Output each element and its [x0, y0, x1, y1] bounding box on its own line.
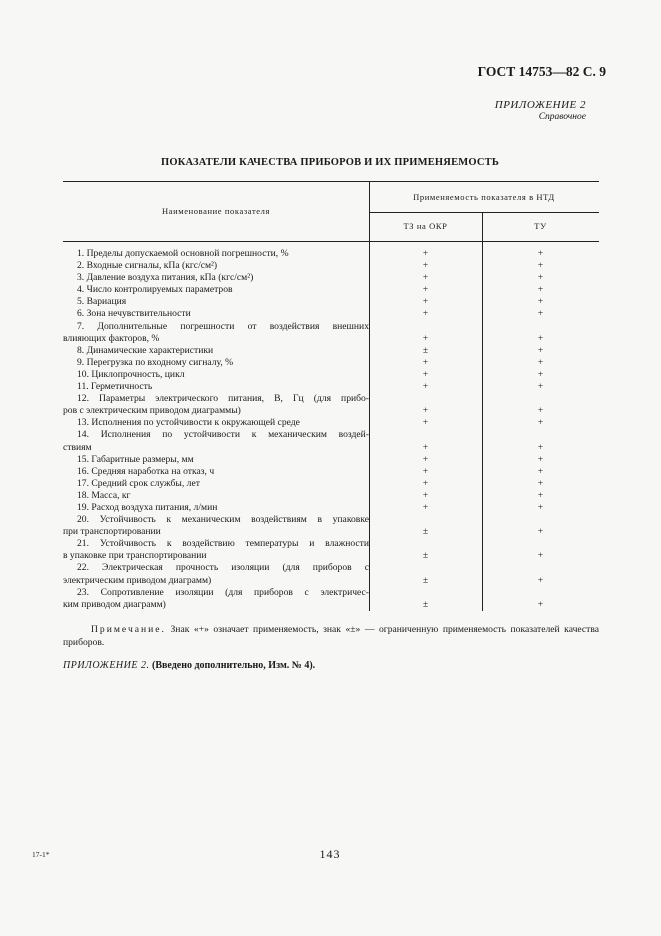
indicator-name-line: ствиям — [63, 441, 92, 453]
table-row — [63, 538, 599, 562]
indicator-name — [63, 369, 369, 381]
applicability-tz: + — [422, 489, 429, 501]
applicability-tu: + — [537, 356, 544, 368]
table-row — [63, 466, 599, 478]
indicator-name — [63, 587, 369, 611]
indicator-name-line: 20. Устойчивость к механическим воздействиям в упаковке — [77, 514, 369, 526]
applicability-tz: + — [422, 296, 429, 308]
applicability-tz: + — [422, 248, 429, 259]
applicability-tu: + — [537, 574, 544, 586]
indicator-name-line: ров с электрическим приводом диаграммы) — [63, 405, 241, 417]
indicator-name-line: 10. Циклопрочность, цикл — [77, 368, 185, 380]
indicator-name — [63, 381, 369, 393]
applicability-tu: + — [537, 550, 544, 562]
indicator-name — [63, 248, 369, 260]
indicator-name-line: 4. Число контролируемых параметров — [77, 284, 233, 296]
indicator-name-line: 11. Герметичность — [77, 381, 153, 393]
applicability-tu: + — [537, 526, 544, 538]
applicability-tz: ± — [422, 526, 429, 538]
applicability-tz: + — [422, 453, 429, 465]
applicability-tu: + — [537, 598, 544, 610]
indicator-name — [63, 272, 369, 284]
indicator-name-line: влияющих факторов, % — [63, 332, 160, 344]
amendment-label: ПРИЛОЖЕНИЕ 2. — [63, 660, 150, 671]
table-row — [63, 429, 599, 453]
indicator-name — [63, 538, 369, 562]
column-header-name: Наименование показателя — [161, 206, 270, 216]
indicator-name-line: 6. Зона нечувствительности — [77, 308, 191, 320]
table-row — [63, 369, 599, 381]
applicability-tu: + — [537, 465, 544, 477]
applicability-tz: ± — [422, 598, 429, 610]
page-number: 143 — [319, 847, 341, 861]
applicability-tz: + — [422, 381, 429, 393]
amendment-text: (Введено дополнительно, Изм. № 4). — [152, 660, 316, 671]
indicator-name-line: ким приводом диаграмм) — [63, 598, 166, 610]
indicator-name — [63, 417, 369, 429]
applicability-tz: + — [422, 284, 429, 296]
table-row — [63, 587, 599, 611]
table-row — [63, 562, 599, 586]
applicability-tu: + — [537, 368, 544, 380]
indicator-name-line: 23. Сопротивление изоляции (для приборов с электричес- — [77, 586, 369, 598]
appendix-type: Справочное — [538, 112, 586, 122]
applicability-tu: + — [537, 272, 544, 284]
table-row — [63, 296, 599, 308]
applicability-tu: + — [537, 308, 544, 320]
indicator-name — [63, 478, 369, 490]
indicator-name — [63, 514, 369, 538]
quality-indicators-table — [63, 181, 599, 611]
table-row — [63, 502, 599, 514]
indicator-name — [63, 296, 369, 308]
table-row — [63, 321, 599, 345]
document-code: ГОСТ 14753—82 С. 9 — [477, 64, 606, 79]
applicability-tu: + — [537, 248, 544, 259]
table-row — [63, 272, 599, 284]
indicator-name-line: в упаковке при транспортировании — [63, 550, 207, 562]
applicability-tu: + — [537, 441, 544, 453]
applicability-tz: + — [422, 368, 429, 380]
table-row — [63, 260, 599, 272]
applicability-tz: + — [422, 332, 429, 344]
indicator-name — [63, 321, 369, 345]
indicator-name-line: 9. Перегрузка по входному сигналу, % — [77, 356, 234, 368]
applicability-tz: + — [422, 417, 429, 429]
indicator-name-line: 16. Средняя наработка на отказ, ч — [77, 465, 215, 477]
indicator-name-line: 22. Электрическая прочность изоляции (для приборов с — [77, 562, 369, 574]
indicator-name-line: 17. Средний срок службы, лет — [77, 477, 200, 489]
table-row — [63, 308, 599, 320]
column-header-tu: ТУ — [534, 221, 547, 231]
indicator-name — [63, 562, 369, 586]
table-note — [63, 623, 599, 649]
applicability-tz: + — [422, 308, 429, 320]
indicator-name — [63, 466, 369, 478]
applicability-tu: + — [537, 332, 544, 344]
applicability-tz: + — [422, 272, 429, 284]
applicability-tz: + — [422, 465, 429, 477]
applicability-tu: + — [537, 501, 544, 513]
applicability-tu: + — [537, 344, 544, 356]
applicability-tu: + — [537, 381, 544, 393]
table-top-rule — [63, 181, 599, 182]
indicator-name-line: электрическим приводом диаграмм) — [63, 574, 212, 586]
header-bottom-rule — [63, 241, 599, 242]
indicator-name — [63, 490, 369, 502]
applicability-tz: + — [422, 356, 429, 368]
indicator-name-line: 8. Динамические характеристики — [77, 344, 214, 356]
applicability-tu: + — [537, 405, 544, 417]
indicator-name-line: 3. Давление воздуха питания, кПа (кгс/см²) — [77, 272, 254, 284]
note-text: Знак «+» означает применяемость, знак «±» — ограниченную применяемость показателей качества приборов. — [63, 624, 600, 648]
appendix-label: ПРИЛОЖЕНИЕ 2 — [494, 99, 586, 111]
indicator-name-line: 14. Исполнения по устойчивости к механическим воздей- — [77, 429, 369, 441]
applicability-tu: + — [537, 489, 544, 501]
indicator-name — [63, 284, 369, 296]
indicator-name-line: 7. Дополнительные погрешности от воздействия внешних — [77, 320, 369, 332]
indicator-name-line: 1. Пределы допускаемой основной погрешности, % — [77, 248, 289, 259]
applicability-tz: + — [422, 405, 429, 417]
table-row — [63, 248, 599, 260]
indicator-name — [63, 393, 369, 417]
indicator-name-line: 2. Входные сигналы, кПа (кгс/см²) — [77, 260, 218, 272]
applicability-tu: + — [537, 284, 544, 296]
indicator-name-line: при транспортировании — [63, 526, 161, 538]
amendment-note — [63, 660, 315, 671]
table-body — [63, 248, 599, 611]
table-row — [63, 393, 599, 417]
indicator-name-line: 21. Устойчивость к воздействию температуры и влажности — [77, 538, 369, 550]
indicator-name-line: 12. Параметры электрического питания, В, Гц (для прибо- — [77, 393, 369, 405]
indicator-name-line: 19. Расход воздуха питания, л/мин — [77, 501, 218, 513]
indicator-name — [63, 260, 369, 272]
applicability-tz: + — [422, 441, 429, 453]
applicability-tu: + — [537, 477, 544, 489]
indicator-name — [63, 357, 369, 369]
indicator-name-line: 13. Исполнения по устойчивости к окружающей среде — [77, 417, 300, 429]
applicability-tu: + — [537, 260, 544, 272]
table-row — [63, 417, 599, 429]
table-row — [63, 381, 599, 393]
table-row — [63, 478, 599, 490]
indicator-name-line: 18. Масса, кг — [77, 489, 131, 501]
indicator-name — [63, 345, 369, 357]
column-group-header: Применяемость показателя в НТД — [413, 192, 555, 202]
indicator-name — [63, 308, 369, 320]
applicability-tz: ± — [422, 344, 429, 356]
applicability-tu: + — [537, 417, 544, 429]
table-row — [63, 514, 599, 538]
indicator-name — [63, 454, 369, 466]
applicability-tz: ± — [422, 574, 429, 586]
page-title: ПОКАЗАТЕЛИ КАЧЕСТВА ПРИБОРОВ И ИХ ПРИМЕНЯЕМОСТЬ — [160, 157, 500, 168]
column-header-tz: ТЗ на ОКР — [403, 221, 448, 231]
applicability-tz: + — [422, 501, 429, 513]
applicability-tz: + — [422, 477, 429, 489]
applicability-tz: ± — [422, 550, 429, 562]
table-row — [63, 345, 599, 357]
applicability-tu: + — [537, 296, 544, 308]
indicator-name — [63, 502, 369, 514]
indicator-name-line: 15. Габаритные размеры, мм — [77, 453, 194, 465]
table-row — [63, 284, 599, 296]
group-header-rule — [369, 212, 599, 213]
applicability-tz: + — [422, 260, 429, 272]
note-label: Примечание. — [91, 624, 166, 635]
table-row — [63, 490, 599, 502]
indicator-name — [63, 429, 369, 453]
table-row — [63, 357, 599, 369]
applicability-tu: + — [537, 453, 544, 465]
table-row — [63, 454, 599, 466]
footer-code: 17-1* — [32, 850, 50, 859]
indicator-name-line: 5. Вариация — [77, 296, 127, 308]
